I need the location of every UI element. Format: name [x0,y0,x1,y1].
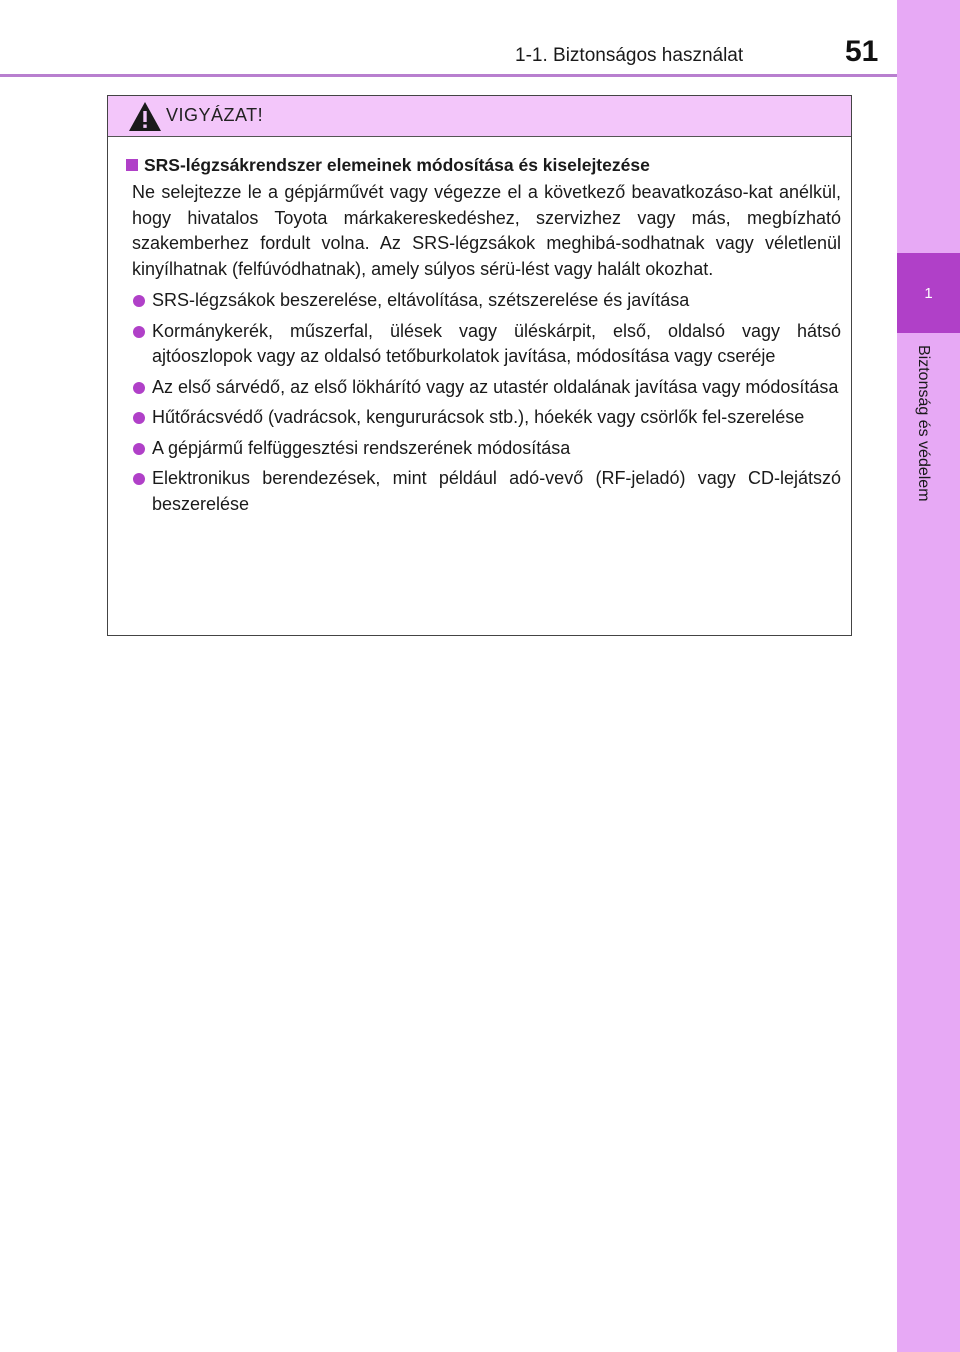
list-item-text: Elektronikus berendezések, mint például adó-vevő (RF-jeladó) vagy CD-lejátszó beszerelése [152,468,841,514]
bullet-list [132,288,841,517]
circle-bullet-icon [133,412,145,424]
warning-header [108,96,851,137]
warning-content [108,152,851,522]
header-divider [0,74,897,77]
list-item [132,466,841,517]
intro-paragraph: Ne selejtezze le a gépjárművét vagy végezze el a következő beavatkozáso-kat anélkül, hogy hivatalos Toyota márkakereskedéshez, szervizhez vagy más, megbízható szakemberhez fordult volna. Az SRS-légzsákok meghibá-sodhatnak vagy véletlenül kinyílhatnak (felfúvódhatnak), amely súlyos sérü-lést vagy halált okozhat. [132,182,841,279]
list-item [132,319,841,370]
section-title [132,152,841,178]
list-item-text: Az első sárvédő, az első lökhárító vagy az utastér oldalának javítása vagy módosítása [152,376,839,397]
section-title-text: SRS-légzsákrendszer elemeinek módosítása és kiselejtezése [144,155,650,175]
warning-triangle-icon [128,101,162,132]
list-item-text: SRS-légzsákok beszerelése, eltávolítása, szétszerelése és javítása [152,290,690,310]
circle-bullet-icon [133,295,145,307]
chapter-title: Biztonság és védelem [915,345,932,502]
page-number: 51 [845,35,879,68]
list-item [132,375,841,401]
circle-bullet-icon [133,473,145,485]
list-item [132,436,841,462]
circle-bullet-icon [133,326,145,338]
square-bullet-icon [126,159,138,171]
list-item [132,405,841,431]
chapter-number-tab[interactable]: 1 [897,253,960,333]
list-item-text: A gépjármű felfüggesztési rendszerének módosítása [152,437,571,458]
circle-bullet-icon [133,382,145,394]
list-item-text: Hűtőrácsvédő (vadrácsok, kengururácsok stb.), hóekék vagy csörlők fel-szerelése [152,407,805,427]
list-item [132,288,841,314]
warning-label: VIGYÁZAT! [166,105,264,125]
chapter-sidebar [897,0,960,1352]
circle-bullet-icon [133,443,145,455]
list-item-text: Kormánykerék, műszerfal, ülések vagy üléskárpit, első, oldalsó vagy hátsó ajtóoszlopok vagy az oldalsó tetőburkolatok javítása, módosítása vagy cseréje [152,320,841,366]
header-section-title: 1-1. Biztonságos használat [515,45,744,66]
warning-box [107,95,852,636]
